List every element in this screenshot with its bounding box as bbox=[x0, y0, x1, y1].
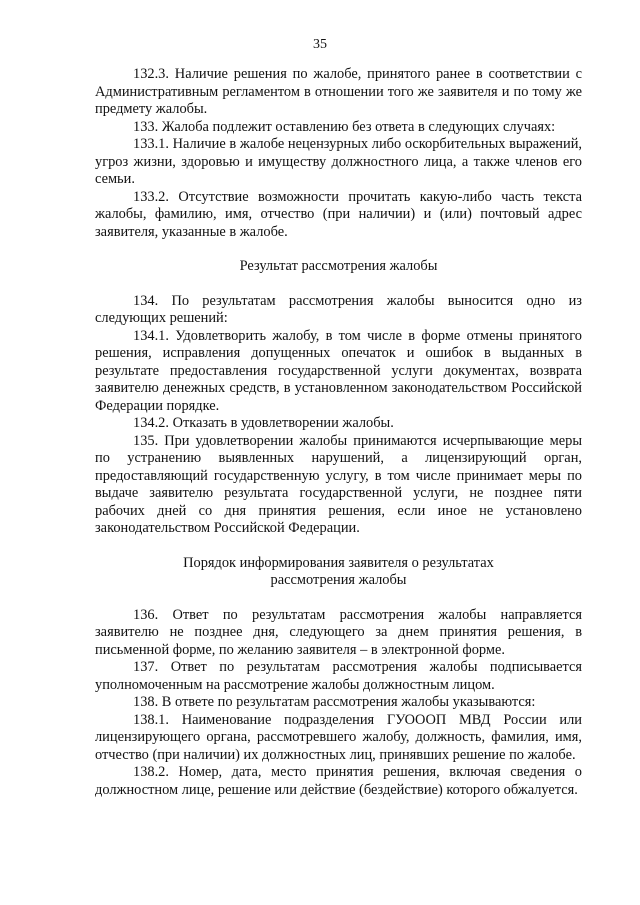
paragraph-138-2: 138.2. Номер, дата, место принятия решения, включая сведения о должностном лице, решение или действие (бездействие) которого обжалуется. bbox=[95, 764, 582, 798]
paragraph-132-3: 132.3. Наличие решения по жалобе, принятого ранее в соответствии с Административным регламентом в отношении того же заявителя и по тому же предмету жалобы. bbox=[95, 66, 582, 117]
paragraph-137: 137. Ответ по результатам рассмотрения жалобы подписывается уполномоченным на рассмотрение жалобы должностным лицом. bbox=[95, 659, 582, 693]
paragraph-133-2: 133.2. Отсутствие возможности прочитать какую-либо часть текста жалобы, фамилию, имя, отчество (при наличии) и (или) почтовый адрес заявителя, указанные в жалобе. bbox=[95, 188, 582, 240]
paragraph-134-1: 134.1. Удовлетворить жалобу, в том числе в форме отмены принятого решения, исправления допущенных опечаток и ошибок в выданных в результате предоставления государственной услуги документах, возврата заявителю денежных средств, в установленном законодательством Российской Федерации порядке. bbox=[95, 327, 582, 414]
section-heading-result bbox=[95, 258, 582, 276]
page-number: 35 bbox=[313, 37, 327, 52]
section-heading-line: Порядок информирования заявителя о результатах bbox=[183, 554, 494, 571]
paragraph-138-1: 138.1. Наименование подразделения ГУОООП МВД России или лицензирующего органа, рассмотревшего жалобу, должность, фамилия, имя, отчество (при наличии) их должностных лиц, принявших решение по жалобе. bbox=[95, 711, 582, 763]
paragraph-135: 135. При удовлетворении жалобы принимаются исчерпывающие меры по устранению выявленных нарушений, а лицензирующий орган, предоставляющий государственную услугу, в том числе принимает меры по выдаче заявителю результата государственной услуги, не позднее пяти рабочих дней со дня принятия решения, если иное не установлено законодательством Российской Федерации. bbox=[95, 432, 582, 536]
document-body bbox=[95, 66, 582, 799]
section-heading-informing bbox=[95, 555, 582, 590]
paragraph-134: 134. По результатам рассмотрения жалобы выносится одно из следующих решений: bbox=[95, 292, 582, 326]
paragraph-133: 133. Жалоба подлежит оставлению без ответа в следующих случаях: bbox=[133, 118, 556, 135]
paragraph-136: 136. Ответ по результатам рассмотрения жалобы направляется заявителю не позднее дня, следующего за днем принятия решения, в письменной форме, по желанию заявителя – в электронной форме. bbox=[95, 606, 582, 658]
section-heading-line: Результат рассмотрения жалобы bbox=[239, 258, 438, 274]
paragraph-133-1: 133.1. Наличие в жалобе нецензурных либо оскорбительных выражений, угроз жизни, здоровью и имуществу должностного лица, а также членов его семьи. bbox=[95, 136, 582, 187]
paragraph-138: 138. В ответе по результатам рассмотрения жалобы указываются: bbox=[133, 694, 536, 710]
section-heading-line: рассмотрения жалобы bbox=[270, 572, 407, 588]
paragraph-134-2: 134.2. Отказать в удовлетворении жалобы. bbox=[133, 415, 394, 431]
